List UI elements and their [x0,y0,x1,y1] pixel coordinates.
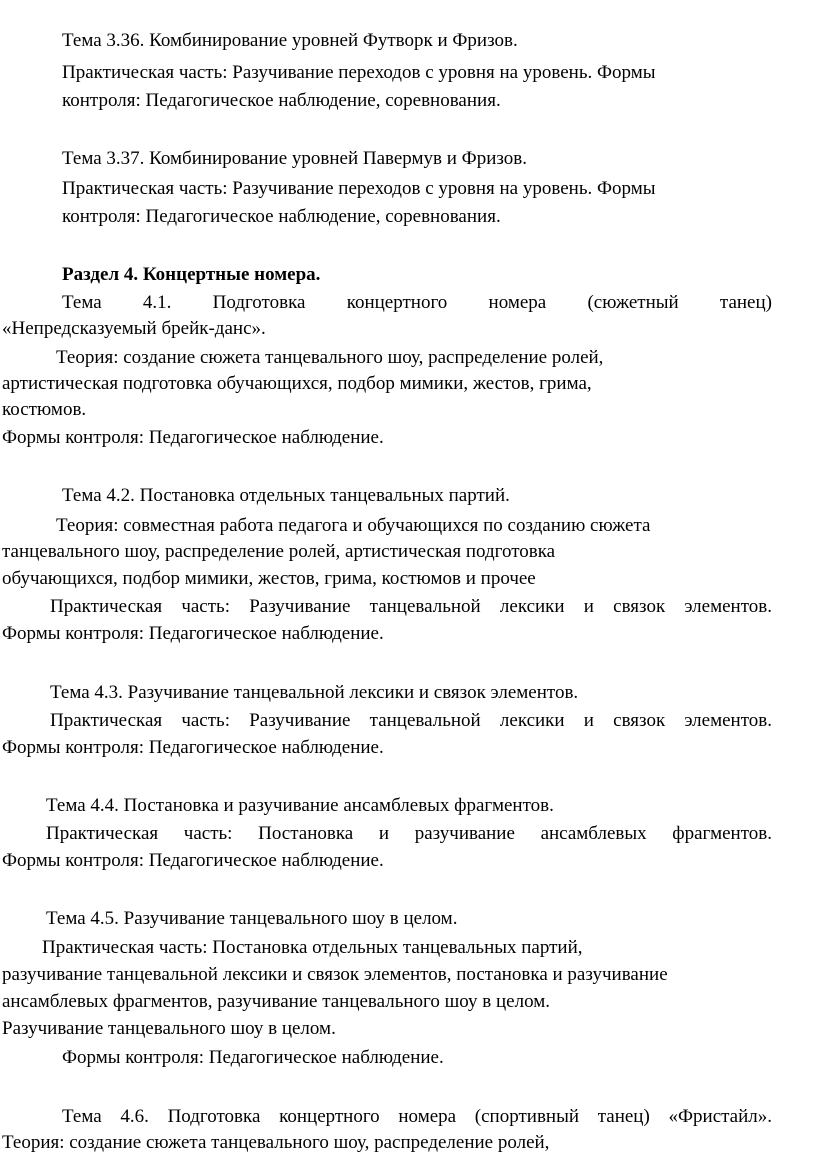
topic-4-4-title: Тема 4.4. Постановка и разучивание ансамблевых фрагментов. [46,795,554,816]
topic-3-37-practice: Практическая часть: Разучивание переходов с уровня на уровень. Формы [62,178,656,199]
topic-4-2-theory: Теория: совместная работа педагога и обучающихся по созданию сюжета [56,515,651,536]
topic-4-2-control: Формы контроля: Педагогическое наблюдение. [2,623,384,644]
topic-4-1-control: Формы контроля: Педагогическое наблюдение. [2,427,384,448]
topic-3-36-practice: Практическая часть: Разучивание переходов с уровня на уровень. Формы [62,62,656,83]
topic-4-5-practice: Практическая часть: Постановка отдельных танцевальных партий, [42,937,583,958]
topic-4-3-title: Тема 4.3. Разучивание танцевальной лексики и связок элементов. [50,682,579,703]
topic-4-2-theory-cont: танцевального шоу, распределение ролей, артистическая подготовка [2,541,556,562]
topic-4-4-control: Формы контроля: Педагогическое наблюдение. [2,850,384,871]
topic-4-5-control: Формы контроля: Педагогическое наблюдение. [62,1047,444,1068]
topic-4-2-title: Тема 4.2. Постановка отдельных танцевальных партий. [62,485,510,506]
topic-4-2-theory-end: обучающихся, подбор мимики, жестов, грима, костюмов и прочее [2,568,536,589]
topic-4-5-title: Тема 4.5. Разучивание танцевального шоу в целом. [46,908,458,929]
topic-4-5-summary: Разучивание танцевального шоу в целом. [2,1018,336,1039]
topic-4-1-title: Тема 4.1. Подготовка концертного номера (сюжетный танец) [62,292,772,313]
topic-3-37-title: Тема 3.37. Комбинирование уровней Павермув и Фризов. [62,148,527,169]
topic-4-4-practice: Практическая часть: Постановка и разучивание ансамблевых фрагментов. [46,823,772,844]
topic-4-5-practice-end: ансамблевых фрагментов, разучивание танцевального шоу в целом. [2,991,551,1012]
topic-4-5-practice-cont: разучивание танцевальной лексики и связок элементов, постановка и разучивание [2,964,668,985]
topic-4-3-practice: Практическая часть: Разучивание танцевальной лексики и связок элементов. [50,710,772,731]
topic-4-3-control: Формы контроля: Педагогическое наблюдение. [2,737,384,758]
topic-4-6-title: Тема 4.6. Подготовка концертного номера (спортивный танец) «Фристайл». [62,1106,772,1127]
topic-4-1-theory-cont: артистическая подготовка обучающихся, подбор мимики, жестов, грима, [2,373,592,394]
topic-4-1-theory-end: костюмов. [2,399,87,420]
section-4-heading: Раздел 4. Концертные номера. [62,264,321,285]
topic-4-1-title-cont: «Непредсказуемый брейк-данс». [2,318,266,339]
topic-3-36-control: контроля: Педагогическое наблюдение, соревнования. [62,90,501,111]
topic-3-36-title: Тема 3.36. Комбинирование уровней Футворк и Фризов. [62,30,518,51]
topic-4-2-practice: Практическая часть: Разучивание танцевальной лексики и связок элементов. [50,596,772,617]
topic-4-1-theory: Теория: создание сюжета танцевального шоу, распределение ролей, [56,347,604,368]
topic-3-37-control: контроля: Педагогическое наблюдение, соревнования. [62,206,501,227]
topic-4-6-theory: Теория: создание сюжета танцевального шоу, распределение ролей, [2,1132,550,1153]
